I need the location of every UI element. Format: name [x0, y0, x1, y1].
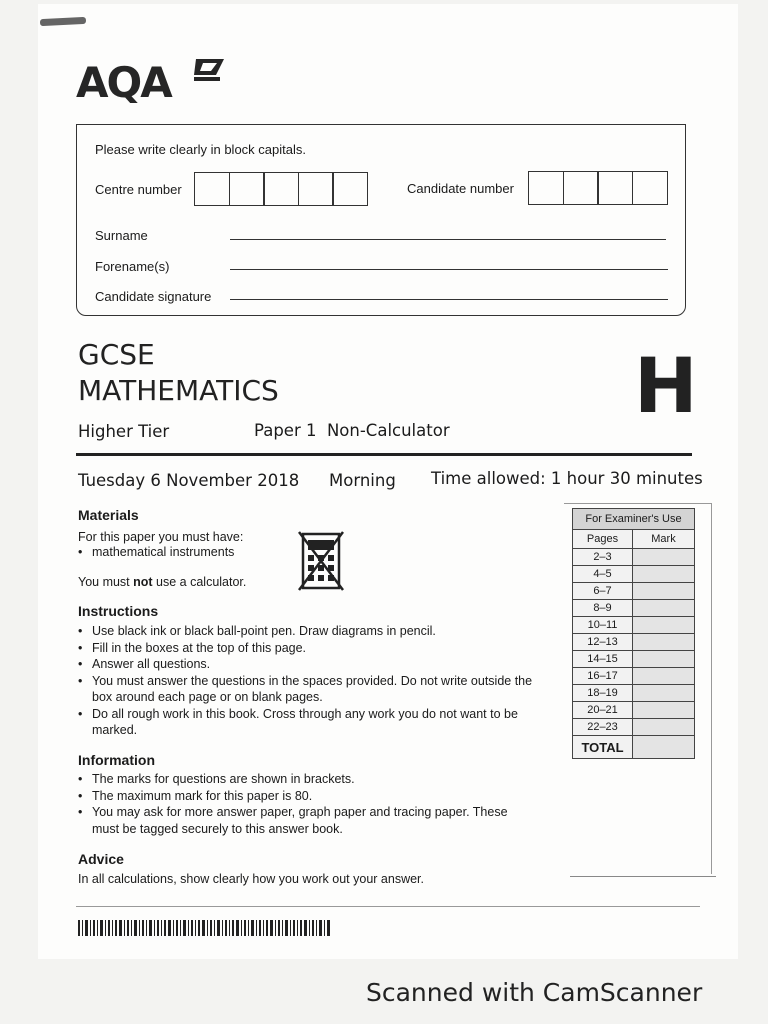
pages-cell: 2–3: [573, 549, 633, 566]
pages-cell: 18–19: [573, 685, 633, 702]
calculator-rule-suffix: use a calculator.: [152, 575, 247, 589]
pages-column-header: Pages: [573, 530, 633, 549]
mark-cell: [633, 651, 695, 668]
list-item: • You may ask for more answer paper, graph paper and tracing paper. These must be tagged securely to this answer book.: [78, 804, 518, 837]
pages-cell: 10–11: [573, 617, 633, 634]
centre-number-boxes[interactable]: [194, 172, 367, 206]
candidate-number-digit[interactable]: [632, 171, 668, 205]
list-item: • mathematical instruments: [78, 544, 234, 561]
mark-column-header: Mark: [633, 530, 695, 549]
block-capitals-instruction: Please write clearly in block capitals.: [95, 142, 306, 157]
surname-field[interactable]: [230, 239, 666, 240]
table-row: [573, 634, 695, 651]
list-item: • Answer all questions.: [78, 656, 543, 673]
table-row: [573, 651, 695, 668]
qualification-title: GCSE: [78, 338, 155, 371]
tier-letter: H: [634, 341, 698, 430]
mark-cell: [633, 634, 695, 651]
table-row: [573, 685, 695, 702]
examiner-signature-line: [570, 876, 716, 877]
list-item: • Do all rough work in this book. Cross through any work you do not want to be marked.: [78, 706, 543, 739]
candidate-number-label: Candidate number: [407, 181, 514, 196]
instructions-heading: Instructions: [78, 603, 159, 619]
calculator-rule-not: not: [133, 575, 153, 589]
surname-label: Surname: [95, 228, 148, 243]
mark-cell: [633, 583, 695, 600]
pages-cell: 8–9: [573, 600, 633, 617]
pages-cell: 14–15: [573, 651, 633, 668]
exam-date: Tuesday 6 November 2018: [78, 471, 300, 490]
aqa-logo: AQA: [76, 58, 171, 107]
list-item: • The maximum mark for this paper is 80.: [78, 788, 518, 805]
table-row: [573, 719, 695, 736]
information-heading: Information: [78, 752, 155, 768]
list-item: • Use black ink or black ball-point pen. Draw diagrams in pencil.: [78, 623, 543, 640]
examiner-use-table: [572, 508, 695, 759]
pages-cell: 4–5: [573, 566, 633, 583]
camscanner-watermark: Scanned with CamScanner: [366, 978, 703, 1007]
instructions-list: [78, 623, 543, 739]
candidate-number-digit[interactable]: [597, 171, 633, 205]
materials-heading: Materials: [78, 507, 139, 523]
mark-cell: [633, 702, 695, 719]
list-item: • The marks for questions are shown in brackets.: [78, 771, 518, 788]
table-row: [573, 549, 695, 566]
calculator-rule: [78, 575, 246, 589]
mark-cell: [633, 719, 695, 736]
table-row: [573, 566, 695, 583]
table-row: [573, 668, 695, 685]
pages-cell: 16–17: [573, 668, 633, 685]
total-label: TOTAL: [573, 736, 633, 759]
centre-number-digit[interactable]: [229, 172, 265, 206]
table-row: [573, 600, 695, 617]
centre-number-digit[interactable]: [263, 172, 299, 206]
candidate-number-boxes[interactable]: [528, 171, 666, 205]
centre-number-label: Centre number: [95, 182, 182, 197]
signature-label: Candidate signature: [95, 289, 212, 304]
table-row: [573, 583, 695, 600]
title-divider: [76, 453, 692, 456]
table-row: [573, 702, 695, 719]
footer-divider: [76, 906, 700, 907]
no-calculator-icon: [298, 531, 344, 591]
candidate-number-digit[interactable]: [528, 171, 564, 205]
mark-cell: [633, 549, 695, 566]
pages-cell: 20–21: [573, 702, 633, 719]
mark-cell: [633, 668, 695, 685]
examiner-table-title: For Examiner's Use: [573, 509, 695, 530]
table-row: [573, 617, 695, 634]
materials-list: [78, 544, 234, 561]
pages-cell: 12–13: [573, 634, 633, 651]
subject-title: MATHEMATICS: [78, 374, 279, 407]
aqa-logo-mark-icon: [192, 57, 226, 83]
centre-number-digit[interactable]: [332, 172, 368, 206]
mark-cell: [633, 685, 695, 702]
materials-intro: For this paper you must have:: [78, 530, 244, 544]
barcode: [78, 920, 330, 936]
list-item: • Fill in the boxes at the top of this page.: [78, 640, 543, 657]
advice-heading: Advice: [78, 851, 124, 867]
list-item: • You must answer the questions in the spaces provided. Do not write outside the box around each page or on blank pages.: [78, 673, 543, 706]
mark-cell: [633, 617, 695, 634]
pages-cell: 6–7: [573, 583, 633, 600]
paper-label: Paper 1 Non-Calculator: [254, 421, 450, 440]
centre-number-digit[interactable]: [194, 172, 230, 206]
mark-cell: [633, 566, 695, 583]
candidate-number-digit[interactable]: [563, 171, 599, 205]
advice-text: In all calculations, show clearly how you work out your answer.: [78, 872, 424, 886]
centre-number-digit[interactable]: [298, 172, 334, 206]
information-list: [78, 771, 518, 837]
signature-field[interactable]: [230, 299, 668, 300]
pages-cell: 22–23: [573, 719, 633, 736]
total-mark-cell: [633, 736, 695, 759]
forenames-field[interactable]: [230, 269, 668, 270]
exam-session: Morning: [329, 471, 396, 490]
forenames-label: Forename(s): [95, 259, 170, 274]
mark-cell: [633, 600, 695, 617]
time-allowed: Time allowed: 1 hour 30 minutes: [431, 469, 703, 488]
tier-label: Higher Tier: [78, 422, 170, 441]
calculator-rule-prefix: You must: [78, 575, 134, 589]
